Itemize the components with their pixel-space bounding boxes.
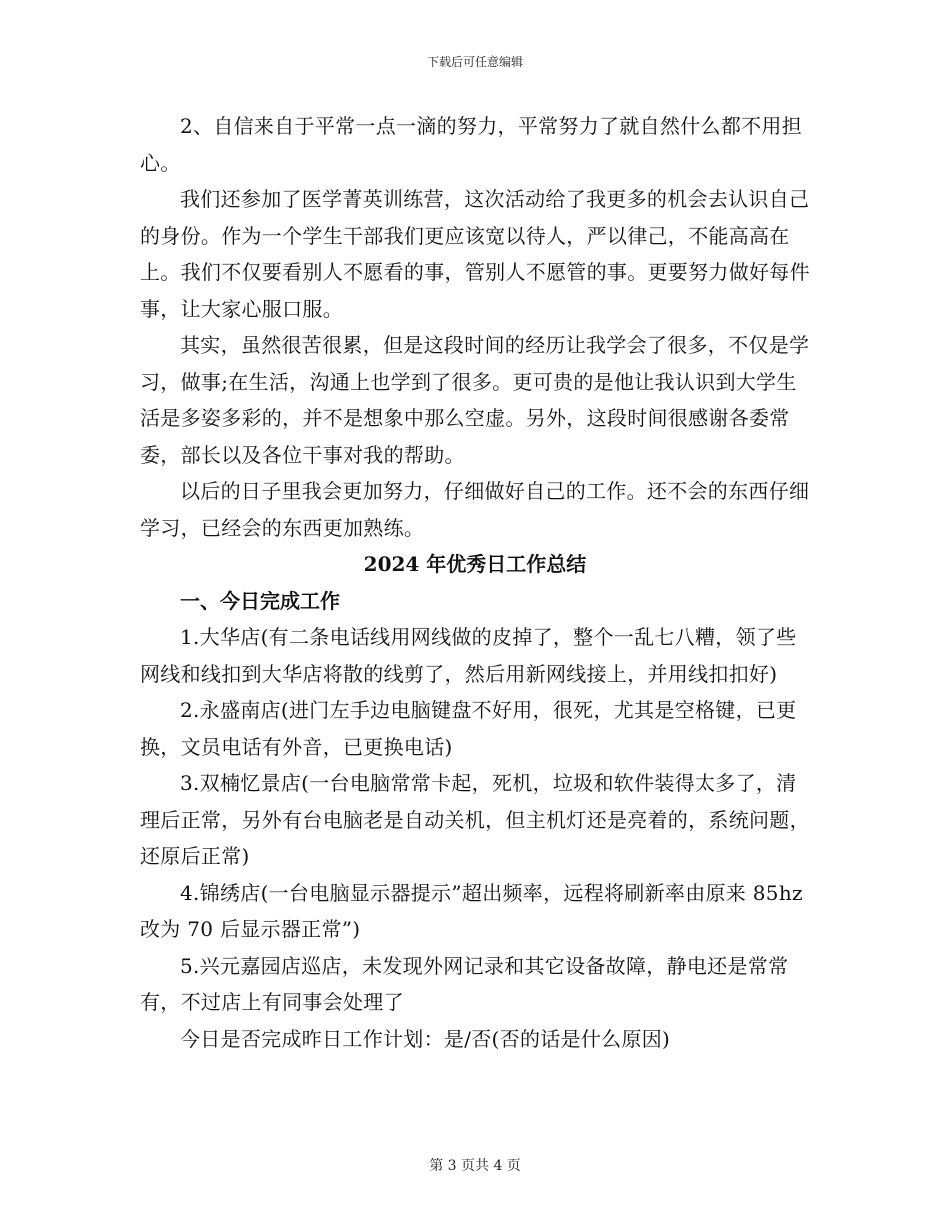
paragraph: 以后的日子里我会更加努力，仔细做好自己的工作。还不会的东西仔细学习，已经会的东西更加熟练。 [140,479,810,540]
document-body [140,108,810,1057]
paragraph: 1.大华店(有二条电话线用网线做的皮掉了，整个一乱七八糟，领了些网线和线扣到大华店将散的线剪了，然后用新网线接上，并用线扣扣好) [140,625,797,686]
paragraph: 3.双楠忆景店(一台电脑常常卡起，死机，垃圾和软件装得太多了，清理后正常，另外有台电脑老是自动关机，但主机灯还是亮着的，系统问题，还原后正常) [140,771,810,868]
paragraph: 今日是否完成昨日工作计划：是/否(否的话是什么原因) [180,1026,671,1051]
paragraph: 5.兴元嘉园店巡店，未发现外网记录和其它设备故障，静电还是常常有，不过店上有同事会处理了 [140,953,789,1014]
document-title: 2024 年优秀日工作总结 [363,552,587,576]
paragraph: 2、自信来自于平常一点一滴的努力，平常努力了就自然什么都不用担心。 [140,114,803,175]
paragraph: 其实，虽然很苦很累，但是这段时间的经历让我学会了很多，不仅是学习，做事;在生活，沟通上也学到了很多。更可贵的是他让我认识到大学生活是多姿多彩的，并不是想象中那么空虚。另外，这段时间很感谢各委常委，部长以及各位干事对我的帮助。 [140,333,810,467]
paragraph: 4.锦绣店(一台电脑显示器提示”超出频率，远程将刷新率由原来 85hz 改为 70 后显示器正常”) [140,880,803,941]
paragraph: 2.永盛南店(进门左手边电脑键盘不好用，很死，尤其是空格键，已更换，文员电话有外音，已更换电话) [140,698,797,759]
section-heading: 一、今日完成工作 [180,588,340,613]
paragraph: 我们还参加了医学菁英训练营，这次活动给了我更多的机会去认识自己的身份。作为一个学生干部我们更应该宽以待人，严以律己，不能高高在上。我们不仅要看别人不愿看的事，管别人不愿管的事。更要努力做好每件事，让大家心服口服。 [140,187,810,321]
page-header: 下载后可任意编辑 [426,55,523,69]
page-footer: 第 3 页共 4 页 [429,1158,521,1174]
